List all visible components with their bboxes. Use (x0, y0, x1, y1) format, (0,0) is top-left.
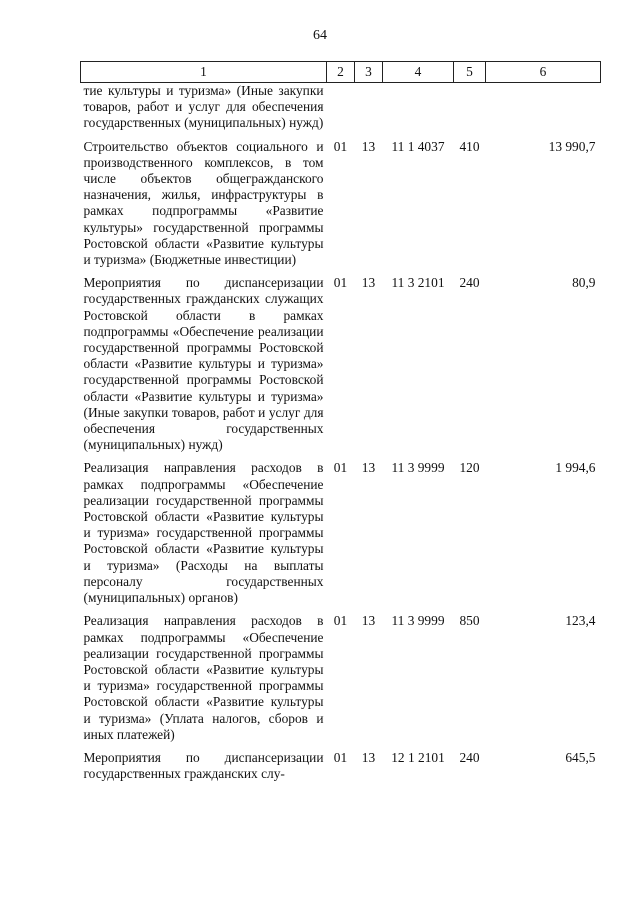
row-amount: 123,4 (565, 613, 596, 629)
column-header-6: 6 (486, 62, 601, 83)
row-expense-type: 120 (459, 460, 480, 476)
row-expense-type: 410 (459, 138, 480, 154)
row-amount: 80,9 (572, 275, 596, 291)
column-header-5: 5 (454, 62, 486, 83)
row-description: Мероприятия по диспансеризации государственных гражданских служащих Ростовской области в рамках подпрограммы «Обеспечение реализации государственной программы Ростовской области «Развитие культуры и туризма» государственной программы Ростовской области «Развитие культуры и туризма» (Иные закупки товаров, работ и услуг для обеспечения государственных (муниципальных) нужд) (83, 275, 324, 453)
row-expense-type: 240 (459, 275, 480, 291)
row-amount: 1 994,6 (555, 460, 596, 476)
row-description: тие культуры и туризма» (Иные закупки товаров, работ и услуг для обеспечения государственных (муниципальных) нужд) (83, 83, 324, 131)
page-number: 64 (313, 28, 327, 43)
row-subsection: 13 (361, 138, 376, 154)
row-section: 01 (333, 749, 348, 765)
table-row (81, 750, 601, 789)
row-subsection: 13 (361, 613, 376, 629)
row-section: 01 (333, 138, 348, 154)
row-description: Строительство объектов социального и производственного комплексов, в том числе объектов общегражданского назначения, жилья, инфраструктуры в рамках подпрограммы «Развитие культуры» государственной программы Ростовской области «Развитие культуры и туризма» (Бюджетные инвестиции) (83, 138, 324, 268)
table-row (81, 83, 601, 139)
row-amount: 13 990,7 (548, 138, 596, 154)
row-description: Реализация направления расходов в рамках подпрограммы «Обеспечение реализации государственной программы Ростовской области «Развитие культуры и туризма» государственной программы Ростовской области «Развитие культуры и туризма» (Уплата налогов, сборов и иных платежей) (83, 613, 324, 742)
row-expense-type: 850 (459, 613, 480, 629)
row-expense-type: 240 (459, 749, 480, 765)
column-header-4: 4 (383, 62, 454, 83)
row-subsection: 13 (361, 749, 376, 765)
column-header-1: 1 (81, 62, 327, 83)
row-subsection: 13 (361, 275, 376, 291)
table-row (81, 139, 601, 276)
row-amount (486, 83, 601, 139)
row-section: 01 (333, 275, 348, 291)
row-target-article: 12 1 2101 (391, 749, 445, 765)
column-header-2: 2 (327, 62, 355, 83)
row-section: 01 (333, 460, 348, 476)
table-row (81, 460, 601, 613)
row-description: Реализация направления расходов в рамках подпрограммы «Обеспечение реализации государственной программы Ростовской области «Развитие культуры и туризма» государственной программы Ростовской области «Развитие культуры и туризма» (Расходы на выплаты персоналу государственных (муниципальных) органов) (83, 460, 324, 606)
column-header-3: 3 (355, 62, 383, 83)
row-target-article: 11 3 2101 (391, 275, 445, 291)
table-row (81, 275, 601, 460)
row-expense-type (454, 83, 486, 139)
row-description: Мероприятия по диспансеризации государственных гражданских слу- (83, 749, 324, 782)
row-section (327, 83, 355, 139)
row-subsection: 13 (361, 460, 376, 476)
row-subsection (355, 83, 383, 139)
header-row (81, 62, 601, 83)
row-target-article: 11 3 9999 (391, 460, 445, 476)
row-target-article (383, 83, 454, 139)
row-target-article: 11 3 9999 (391, 613, 445, 629)
row-target-article: 11 1 4037 (391, 138, 445, 154)
row-section: 01 (333, 613, 348, 629)
budget-table (80, 61, 601, 789)
table-row (81, 613, 601, 750)
row-amount: 645,5 (565, 749, 596, 765)
